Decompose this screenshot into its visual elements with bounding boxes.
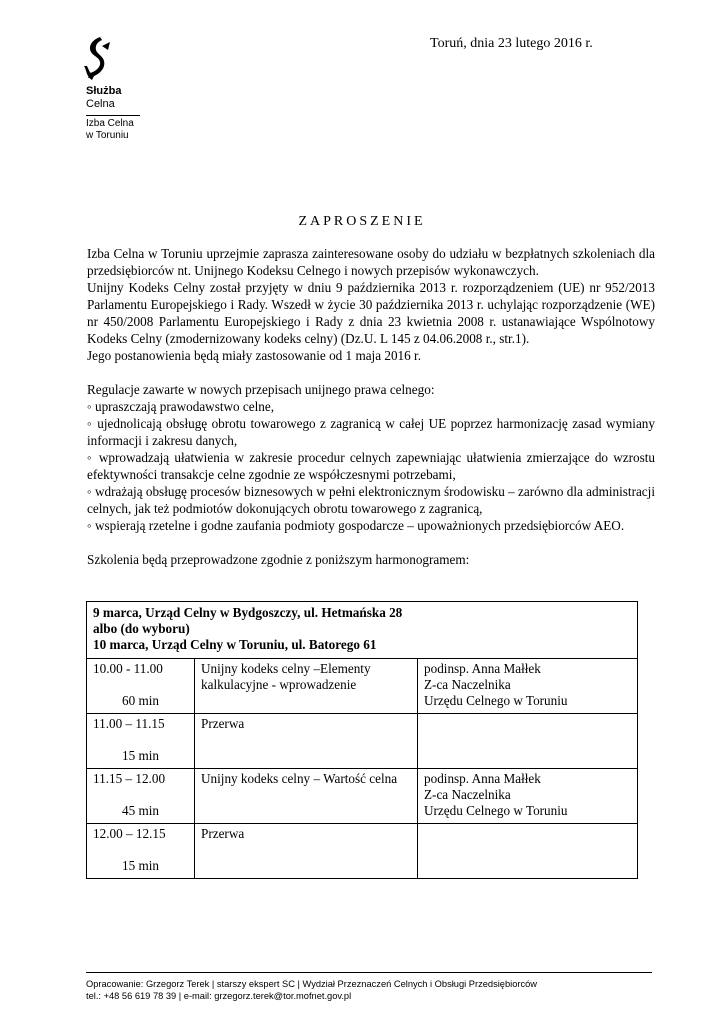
time-cell xyxy=(87,824,195,879)
document-body xyxy=(87,245,655,568)
schedule-header-row xyxy=(87,602,638,659)
duration: 15 min xyxy=(122,858,159,873)
time: 11.00 – 11.15 xyxy=(93,716,165,731)
paragraph-effective: Jego postanowienia będą miały zastosowanie od 1 maja 2016 r. xyxy=(87,348,422,363)
speaker-name: podinsp. Anna Małłek xyxy=(424,771,541,786)
speaker-role: Z-ca Naczelnika xyxy=(424,787,511,802)
footer-divider xyxy=(86,972,652,973)
speaker-office: Urzędu Celnego w Toruniu xyxy=(424,693,568,708)
bullet-item: ◦ wprowadzają ułatwienia w zakresie procedur celnych zapewniając ułatwienia zmierzające do wzrostu efektywności transakcje celne zgodnie ze współczesnymi potrzebami, xyxy=(87,450,655,482)
table-row xyxy=(87,714,638,769)
schedule-location-2: 10 marca, Urząd Celny w Toruniu, ul. Batorego 61 xyxy=(93,637,377,652)
customs-s-emblem-icon xyxy=(84,36,112,82)
footer xyxy=(86,978,537,1002)
table-row xyxy=(87,659,638,714)
bullet-item: ◦ wdrażają obsługę procesów biznesowych w pełni elektronicznym środowisku – zarówno dla administracji celnych, jak też podmiotów dokonujących obrotu towarowego z zagranicą, xyxy=(87,484,655,516)
document-date: Toruń, dnia 23 lutego 2016 r. xyxy=(430,36,593,51)
logo-sub1: Izba Celna xyxy=(86,118,134,129)
footer-author: Opracowanie: Grzegorz Terek | starszy ekspert SC | Wydział Przeznaczeń Celnych i Obsługi Przedsiębiorców xyxy=(86,979,537,989)
bullet-item: ◦ upraszczają prawodawstwo celne, xyxy=(87,399,275,414)
speaker-cell xyxy=(418,659,638,714)
logo-subtitle xyxy=(86,118,134,142)
topic-cell: Unijny kodeks celny –Elementy kalkulacyjne - wprowadzenie xyxy=(195,659,418,714)
topic-cell: Unijny kodeks celny – Wartość celna xyxy=(195,769,418,824)
table-row xyxy=(87,769,638,824)
logo-divider xyxy=(86,115,140,116)
schedule-header-cell xyxy=(87,602,638,659)
footer-contact: tel.: +48 56 619 78 39 | e-mail: grzegorz.terek@tor.mofnet.gov.pl xyxy=(86,991,352,1001)
speaker-cell xyxy=(418,769,638,824)
customs-logo xyxy=(84,36,112,82)
speaker-cell xyxy=(418,714,638,769)
logo-line2: Celna xyxy=(86,98,115,110)
schedule-table xyxy=(86,601,638,879)
duration: 60 min xyxy=(122,693,159,708)
speaker-role: Z-ca Naczelnika xyxy=(424,677,511,692)
document-title: ZAPROSZENIE xyxy=(298,214,426,229)
paragraph-intro: Izba Celna w Toruniu uprzejmie zaprasza zainteresowane osoby do udziału w bezpłatnych szkoleniach dla przedsiębiorców nt. Unijnego Kodeksu Celnego i nowych przepisów wykonawczych. xyxy=(87,246,655,278)
time: 10.00 - 11.00 xyxy=(93,661,163,676)
speaker-name: podinsp. Anna Małłek xyxy=(424,661,541,676)
logo-line1: Służba xyxy=(86,85,122,97)
time-cell xyxy=(87,659,195,714)
paragraph-code: Unijny Kodeks Celny został przyjęty w dniu 9 października 2013 r. rozporządzeniem (UE) nr 952/2013 Parlamentu Europejskiego i Rady. Wszedł w życie 30 października 2013 r. uchylając rozporządzenie (WE) nr 450/2008 Parlamentu Europejskiego i Rady z dnia 23 kwietnia 2008 r. ustanawiające Wspólnotowy Kodeks Celny (zmodernizowany kodeks celny) (Dz.U. L 145 z 04.06.2008 r., str.1). xyxy=(87,280,655,346)
bullet-item: ◦ ujednolicają obsługę obrotu towarowego z zagranicą w całej UE poprzez harmonizację zasad wymiany informacji i zakresu danych, xyxy=(87,416,655,448)
time: 11.15 – 12.00 xyxy=(93,771,166,786)
duration: 45 min xyxy=(122,803,159,818)
paragraph-regulations: Regulacje zawarte w nowych przepisach unijnego prawa celnego: xyxy=(87,382,435,397)
bullet-item: ◦ wspierają rzetelne i godne zaufania podmioty gospodarcze – upoważnionych przedsiębiorców AEO. xyxy=(87,518,625,533)
schedule-alternative: albo (do wyboru) xyxy=(93,621,190,636)
time: 12.00 – 12.15 xyxy=(93,826,166,841)
topic-cell: Przerwa xyxy=(195,824,418,879)
speaker-office: Urzędu Celnego w Toruniu xyxy=(424,803,568,818)
speaker-cell xyxy=(418,824,638,879)
logo-text xyxy=(86,85,121,111)
paragraph-schedule-intro: Szkolenia będą przeprowadzone zgodnie z poniższym harmonogramem: xyxy=(87,552,470,567)
schedule-location-1: 9 marca, Urząd Celny w Bydgoszczy, ul. Hetmańska 28 xyxy=(93,605,403,620)
table-row xyxy=(87,824,638,879)
time-cell xyxy=(87,769,195,824)
logo-sub2: w Toruniu xyxy=(86,130,129,141)
time-cell xyxy=(87,714,195,769)
duration: 15 min xyxy=(122,748,159,763)
topic-cell: Przerwa xyxy=(195,714,418,769)
